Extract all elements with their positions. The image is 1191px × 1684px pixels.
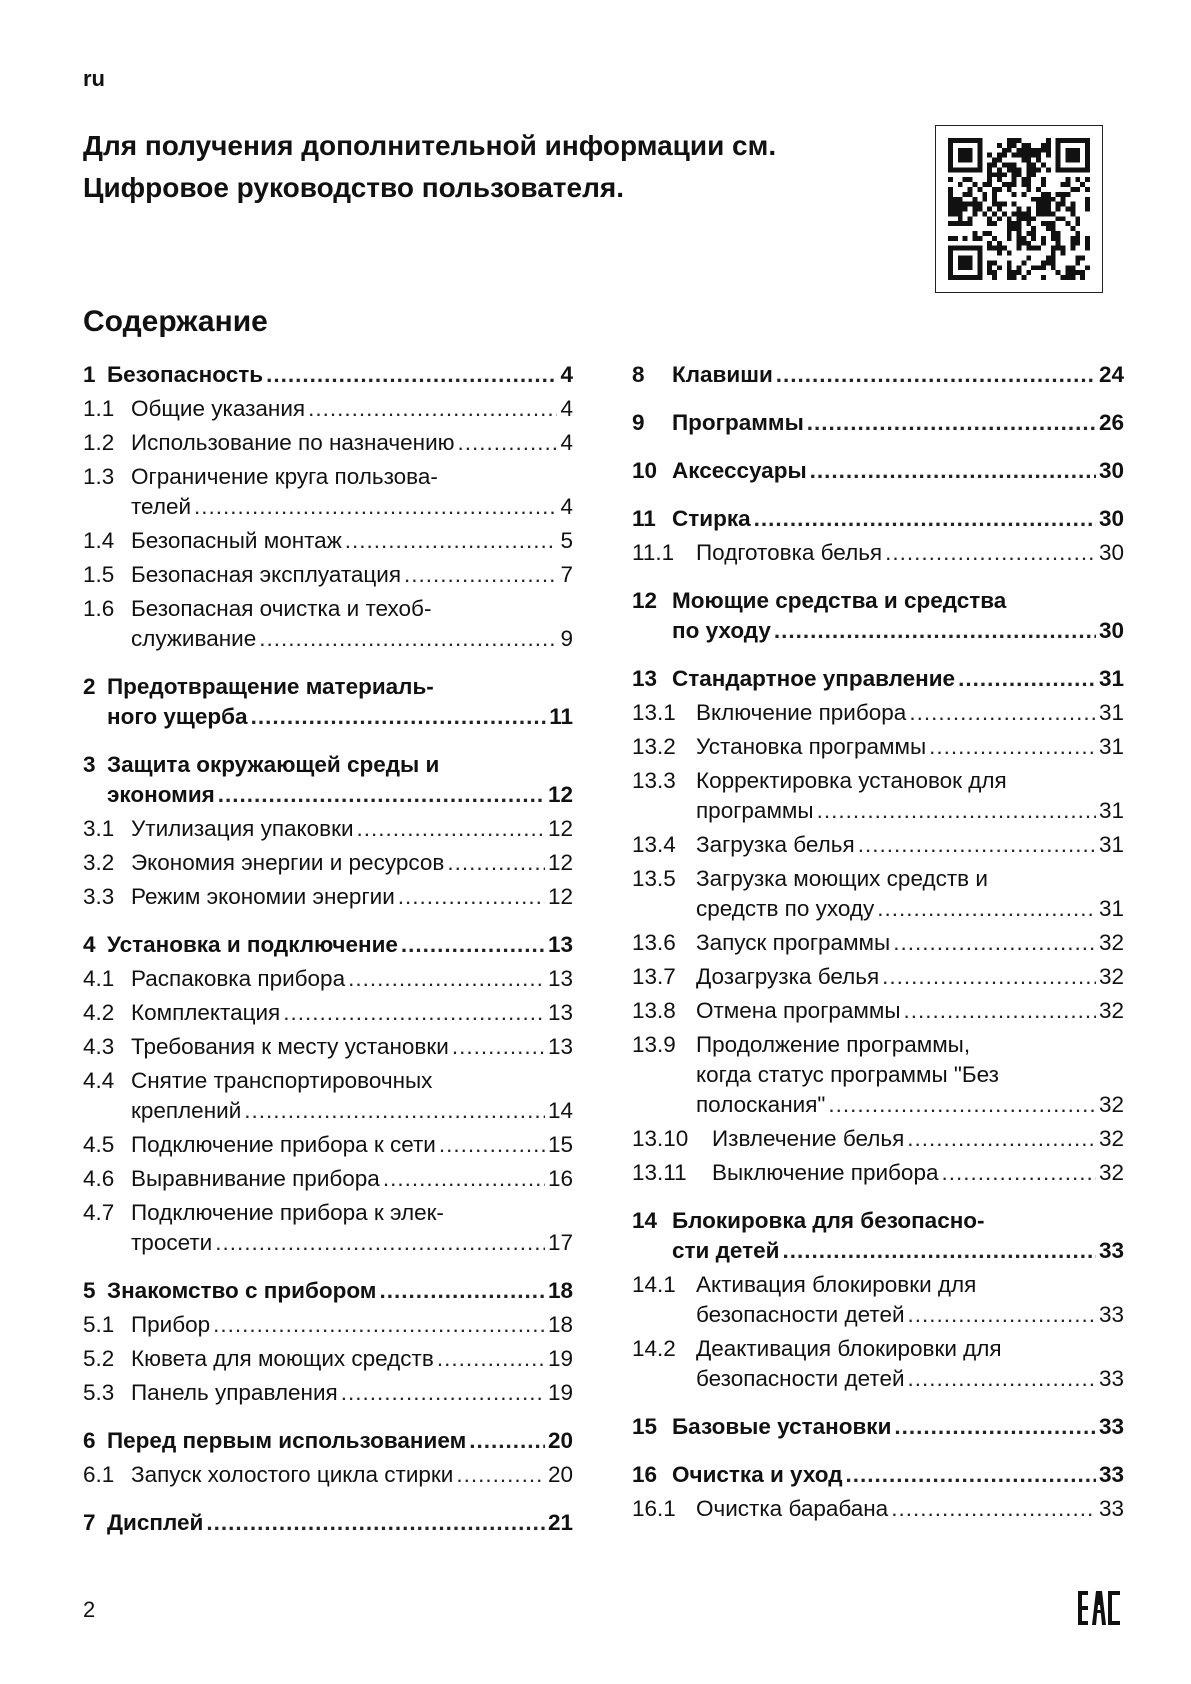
toc-entry-number: 5.2 bbox=[83, 1346, 115, 1371]
toc-entry-number: 13.5 bbox=[632, 866, 676, 891]
toc-entry-number: 4.3 bbox=[83, 1034, 115, 1059]
toc-dot-leader bbox=[215, 1228, 545, 1258]
toc-page-number: 30 bbox=[1098, 458, 1124, 483]
toc-entry-title: безопасности детей bbox=[696, 1366, 905, 1391]
toc-page-number: 33 bbox=[1098, 1238, 1124, 1263]
toc-page-number: 33 bbox=[1098, 1302, 1124, 1327]
toc-dot-leader bbox=[885, 538, 1096, 568]
toc-entry-title: тросети bbox=[131, 1230, 213, 1255]
toc-page-number: 15 bbox=[547, 1132, 573, 1157]
toc-dot-leader bbox=[439, 1130, 545, 1160]
toc-section[interactable] bbox=[83, 1378, 573, 1408]
toc-chapter[interactable] bbox=[632, 456, 1124, 486]
toc-entry-title: Безопасная очистка и техоб- bbox=[131, 596, 432, 621]
toc-entry-title: Выравнивание прибора bbox=[131, 1166, 380, 1191]
toc-chapter[interactable] bbox=[632, 664, 1124, 694]
toc-entry-title: Распаковка прибора bbox=[131, 966, 346, 991]
toc-entry-title: Безопасный монтаж bbox=[131, 528, 342, 553]
qr-code[interactable] bbox=[935, 125, 1103, 293]
toc-dot-leader bbox=[456, 1460, 545, 1490]
toc-dot-leader bbox=[251, 702, 547, 732]
toc-column-left bbox=[83, 360, 573, 1538]
toc-dot-leader bbox=[810, 456, 1096, 486]
toc-dot-leader bbox=[929, 732, 1096, 762]
toc-dot-leader bbox=[401, 930, 545, 960]
toc-entry-title: по уходу bbox=[672, 618, 771, 643]
toc-page-number: 31 bbox=[1098, 666, 1124, 691]
toc-section[interactable] bbox=[83, 428, 573, 458]
toc-section[interactable] bbox=[632, 1030, 1124, 1120]
toc-section[interactable] bbox=[83, 594, 573, 654]
toc-dot-leader bbox=[828, 1090, 1096, 1120]
toc-page-number: 33 bbox=[1098, 1414, 1124, 1439]
qr-code-icon bbox=[948, 138, 1090, 280]
toc-chapter[interactable] bbox=[83, 930, 573, 960]
toc-entry-title: Знакомство с прибором bbox=[107, 1278, 377, 1303]
toc-dot-leader bbox=[774, 616, 1096, 646]
toc-dot-leader bbox=[458, 428, 558, 458]
toc-section[interactable] bbox=[83, 1066, 573, 1126]
toc-section[interactable] bbox=[83, 1310, 573, 1340]
toc-entry-number: 4 bbox=[83, 932, 96, 957]
page-number: 2 bbox=[83, 1597, 96, 1622]
toc-entry-title: Отмена программы bbox=[696, 998, 901, 1023]
toc-page-number: 31 bbox=[1098, 832, 1124, 857]
toc-entry-title: Подготовка белья bbox=[696, 540, 883, 565]
toc-entry-number: 14.2 bbox=[632, 1336, 676, 1361]
toc-page-number: 9 bbox=[560, 626, 573, 651]
toc-dot-leader bbox=[894, 1412, 1096, 1442]
toc-entry-number: 7 bbox=[83, 1510, 96, 1535]
toc-entry-number: 1.4 bbox=[83, 528, 115, 553]
toc-page-number: 7 bbox=[560, 562, 573, 587]
toc-page-number: 33 bbox=[1098, 1496, 1124, 1521]
toc-entry-number: 1.5 bbox=[83, 562, 115, 587]
toc-page-number: 31 bbox=[1098, 798, 1124, 823]
toc-page-number: 32 bbox=[1098, 1092, 1124, 1117]
toc-entry-title: Общие указания bbox=[131, 396, 306, 421]
toc-page-number: 32 bbox=[1098, 998, 1124, 1023]
toc-entry-title: Использование по назначению bbox=[131, 430, 455, 455]
toc-entry-number: 3 bbox=[83, 752, 96, 777]
toc-entry-number: 6 bbox=[83, 1428, 96, 1453]
toc-section[interactable] bbox=[632, 732, 1124, 762]
toc-entry-number: 16 bbox=[632, 1462, 658, 1487]
language-code: ru bbox=[83, 66, 105, 91]
toc-dot-leader bbox=[259, 624, 557, 654]
toc-entry-title: Программы bbox=[672, 410, 804, 435]
toc-dot-leader bbox=[891, 1494, 1096, 1524]
toc-entry-title: Прибор bbox=[131, 1312, 211, 1337]
toc-page-number: 17 bbox=[547, 1230, 573, 1255]
toc-entry-number: 13.9 bbox=[632, 1032, 676, 1057]
toc-dot-leader bbox=[345, 526, 558, 556]
toc-page-number: 30 bbox=[1098, 506, 1124, 531]
toc-entry-title: Аксессуары bbox=[672, 458, 807, 483]
toc-entry-title: Предотвращение материаль- bbox=[107, 674, 434, 699]
toc-page-number: 16 bbox=[547, 1166, 573, 1191]
toc-entry-title: телей bbox=[131, 494, 192, 519]
toc-entry-title: Корректировка установок для bbox=[696, 768, 1007, 793]
toc-entry-number: 1.2 bbox=[83, 430, 115, 455]
toc-section[interactable] bbox=[83, 1344, 573, 1374]
toc-section[interactable] bbox=[632, 1494, 1124, 1524]
intro-line-1: Для получения дополнительной информации см. bbox=[83, 130, 777, 161]
toc-dot-leader bbox=[908, 1364, 1096, 1394]
toc-dot-leader bbox=[776, 360, 1096, 390]
toc-entry-number: 4.5 bbox=[83, 1132, 115, 1157]
toc-entry-number: 3.1 bbox=[83, 816, 115, 841]
toc-page-number: 12 bbox=[547, 782, 573, 807]
toc-entry-title: Очистка и уход bbox=[672, 1462, 843, 1487]
toc-chapter[interactable] bbox=[83, 1426, 573, 1456]
toc-page-number: 26 bbox=[1098, 410, 1124, 435]
toc-section[interactable] bbox=[83, 560, 573, 590]
toc-section[interactable] bbox=[632, 538, 1124, 568]
toc-chapter[interactable] bbox=[83, 672, 573, 732]
toc-entry-title: экономия bbox=[107, 782, 215, 807]
toc-entry-number: 5 bbox=[83, 1278, 96, 1303]
toc-entry-number: 13.8 bbox=[632, 998, 676, 1023]
toc-entry-title: средств по уходу bbox=[696, 896, 875, 921]
toc-section[interactable] bbox=[632, 928, 1124, 958]
toc-entry-title: служивание bbox=[131, 626, 257, 651]
toc-page-number: 4 bbox=[560, 430, 573, 455]
toc-page-number: 12 bbox=[547, 816, 573, 841]
toc-page-number: 32 bbox=[1098, 964, 1124, 989]
toc-entry-title: Запуск холостого цикла стирки bbox=[131, 1462, 454, 1487]
toc-dot-leader bbox=[452, 1032, 545, 1062]
toc-section[interactable] bbox=[83, 1198, 573, 1258]
toc-chapter[interactable] bbox=[83, 360, 573, 390]
toc-section[interactable] bbox=[83, 462, 573, 522]
toc-page-number: 4 bbox=[560, 362, 573, 387]
toc-section[interactable] bbox=[83, 882, 573, 912]
toc-dot-leader bbox=[341, 1378, 545, 1408]
toc-page-number: 13 bbox=[547, 1000, 573, 1025]
toc-entry-title: Кювета для моющих средств bbox=[131, 1346, 434, 1371]
toc-entry-title: Активация блокировки для bbox=[696, 1272, 977, 1297]
toc-chapter[interactable] bbox=[632, 586, 1124, 646]
toc-entry-title: Базовые установки bbox=[672, 1414, 892, 1439]
toc-section[interactable] bbox=[83, 1130, 573, 1160]
toc-entry-number: 13 bbox=[632, 666, 658, 691]
toc-entry-number: 13.1 bbox=[632, 700, 676, 725]
toc-entry-number: 13.4 bbox=[632, 832, 676, 857]
toc-dot-leader bbox=[893, 928, 1096, 958]
toc-page-number: 4 bbox=[560, 396, 573, 421]
toc-dot-leader bbox=[858, 830, 1096, 860]
toc-entry-number: 13.2 bbox=[632, 734, 676, 759]
toc-entry-title: Загрузка моющих средств и bbox=[696, 866, 988, 891]
toc-page-number: 13 bbox=[547, 932, 573, 957]
toc-entry-title: Безопасная эксплуатация bbox=[131, 562, 402, 587]
toc-entry-title: Панель управления bbox=[131, 1380, 338, 1405]
toc-entry-title: Очистка барабана bbox=[696, 1496, 889, 1521]
toc-entry-number: 11 bbox=[632, 506, 656, 531]
toc-entry-number: 6.1 bbox=[83, 1462, 115, 1487]
toc-entry-title: Дисплей bbox=[107, 1510, 204, 1535]
toc-section[interactable] bbox=[632, 1270, 1124, 1330]
toc-entry-number: 14.1 bbox=[632, 1272, 676, 1297]
toc-title: Содержание bbox=[83, 305, 268, 338]
toc-entry-number: 1.1 bbox=[83, 396, 115, 421]
toc-chapter[interactable] bbox=[632, 1412, 1124, 1442]
toc-section[interactable] bbox=[83, 998, 573, 1028]
toc-page-number: 19 bbox=[547, 1346, 573, 1371]
toc-chapter[interactable] bbox=[632, 408, 1124, 438]
toc-section[interactable] bbox=[632, 864, 1124, 924]
toc-dot-leader bbox=[206, 1508, 545, 1538]
toc-entry-number: 14 bbox=[632, 1208, 658, 1233]
toc-entry-title: когда статус программы "Без bbox=[696, 1062, 999, 1087]
toc-page-number: 20 bbox=[547, 1462, 573, 1487]
toc-entry-title: Моющие средства и средства bbox=[672, 588, 1007, 613]
toc-dot-leader bbox=[348, 964, 545, 994]
toc-entry-title: Защита окружающей среды и bbox=[107, 752, 440, 777]
toc-dot-leader bbox=[218, 780, 545, 810]
toc-dot-leader bbox=[383, 1164, 545, 1194]
toc-dot-leader bbox=[907, 1124, 1096, 1154]
toc-dot-leader bbox=[266, 360, 557, 390]
toc-page-number: 12 bbox=[547, 884, 573, 909]
toc-entry-title: Стирка bbox=[672, 506, 751, 531]
toc-entry-number: 10 bbox=[632, 458, 658, 483]
toc-entry-number: 13.7 bbox=[632, 964, 676, 989]
toc-dot-leader bbox=[357, 814, 545, 844]
toc-page-number: 12 bbox=[547, 850, 573, 875]
toc-dot-leader bbox=[909, 698, 1096, 728]
toc-page-number: 19 bbox=[547, 1380, 573, 1405]
toc-entry-number: 5.1 bbox=[83, 1312, 115, 1337]
toc-page-number: 24 bbox=[1098, 362, 1124, 387]
toc-chapter[interactable] bbox=[632, 504, 1124, 534]
toc-page-number: 21 bbox=[547, 1510, 573, 1535]
toc-section[interactable] bbox=[83, 814, 573, 844]
toc-entry-number: 3.2 bbox=[83, 850, 115, 875]
toc-section[interactable] bbox=[632, 1334, 1124, 1394]
toc-page-number: 18 bbox=[547, 1278, 573, 1303]
toc-page-number: 13 bbox=[547, 966, 573, 991]
toc-chapter[interactable] bbox=[632, 1460, 1124, 1490]
toc-dot-leader bbox=[447, 848, 545, 878]
toc-entry-number: 13.6 bbox=[632, 930, 676, 955]
toc-entry-number: 2 bbox=[83, 674, 96, 699]
toc-page-number: 33 bbox=[1098, 1366, 1124, 1391]
toc-entry-number: 1.6 bbox=[83, 596, 115, 621]
toc-chapter[interactable] bbox=[632, 360, 1124, 390]
toc-dot-leader bbox=[941, 1158, 1095, 1188]
toc-entry-title: Режим экономии энергии bbox=[131, 884, 395, 909]
toc-entry-title: полоскания" bbox=[696, 1092, 826, 1117]
toc-entry-number: 4.1 bbox=[83, 966, 115, 991]
intro-heading bbox=[83, 125, 883, 209]
toc-section[interactable] bbox=[83, 1032, 573, 1062]
toc-section[interactable] bbox=[632, 1124, 1124, 1154]
toc-dot-leader bbox=[283, 998, 545, 1028]
toc-entry-title: Клавиши bbox=[672, 362, 773, 387]
intro-line-2: Цифровое руководство пользователя. bbox=[83, 172, 624, 203]
toc-dot-leader bbox=[882, 962, 1096, 992]
toc-entry-number: 13.11 bbox=[632, 1160, 687, 1185]
toc-entry-title: Продолжение программы, bbox=[696, 1032, 971, 1057]
toc-entry-number: 12 bbox=[632, 588, 658, 613]
toc-chapter[interactable] bbox=[632, 1206, 1124, 1266]
toc-section[interactable] bbox=[632, 962, 1124, 992]
toc-entry-title: Запуск программы bbox=[696, 930, 891, 955]
toc-entry-number: 8 bbox=[632, 362, 645, 387]
toc-entry-title: Подключение прибора к сети bbox=[131, 1132, 436, 1157]
toc-page-number: 14 bbox=[547, 1098, 573, 1123]
toc-entry-title: Загрузка белья bbox=[696, 832, 855, 857]
toc-chapter[interactable] bbox=[83, 1276, 573, 1306]
toc-page-number: 32 bbox=[1098, 1126, 1124, 1151]
toc-dot-leader bbox=[807, 408, 1096, 438]
toc-dot-leader bbox=[904, 996, 1096, 1026]
toc-entry-number: 4.4 bbox=[83, 1068, 115, 1093]
toc-entry-title: Подключение прибора к элек- bbox=[131, 1200, 444, 1225]
toc-entry-title: ного ущерба bbox=[107, 704, 248, 729]
toc-entry-number: 13.3 bbox=[632, 768, 676, 793]
toc-entry-title: Установка программы bbox=[696, 734, 927, 759]
toc-entry-title: креплений bbox=[131, 1098, 242, 1123]
toc-chapter[interactable] bbox=[83, 1508, 573, 1538]
toc-entry-number: 4.6 bbox=[83, 1166, 115, 1191]
toc-entry-title: Установка и подключение bbox=[107, 932, 398, 957]
toc-page-number: 30 bbox=[1098, 618, 1124, 643]
toc-entry-number: 3.3 bbox=[83, 884, 115, 909]
toc-section[interactable] bbox=[632, 996, 1124, 1026]
toc-entry-number: 5.3 bbox=[83, 1380, 115, 1405]
toc-page-number: 31 bbox=[1098, 896, 1124, 921]
toc-page-number: 32 bbox=[1098, 930, 1124, 955]
toc-section[interactable] bbox=[83, 526, 573, 556]
toc-entry-title: Перед первым использованием bbox=[107, 1428, 467, 1453]
toc-entry-title: Безопасность bbox=[107, 362, 264, 387]
toc-page-number: 18 bbox=[547, 1312, 573, 1337]
toc-entry-title: Блокировка для безопасно- bbox=[672, 1208, 985, 1233]
toc-entry-number: 4.7 bbox=[83, 1200, 115, 1225]
toc-entry-number: 13.10 bbox=[632, 1126, 689, 1151]
toc-page-number: 31 bbox=[1098, 700, 1124, 725]
toc-entry-title: Стандартное управление bbox=[672, 666, 956, 691]
toc-page-number: 4 bbox=[560, 494, 573, 519]
toc-entry-title: сти детей bbox=[672, 1238, 780, 1263]
toc-dot-leader bbox=[754, 504, 1096, 534]
toc-entry-title: Включение прибора bbox=[696, 700, 907, 725]
toc-section[interactable] bbox=[632, 1158, 1124, 1188]
toc-entry-number: 11.1 bbox=[632, 540, 675, 565]
toc-entry-number: 1.3 bbox=[83, 464, 115, 489]
toc-section[interactable] bbox=[632, 698, 1124, 728]
toc-section[interactable] bbox=[632, 830, 1124, 860]
toc-entry-title: Экономия энергии и ресурсов bbox=[131, 850, 445, 875]
toc-page-number: 30 bbox=[1098, 540, 1124, 565]
toc-dot-leader bbox=[404, 560, 557, 590]
toc-dot-leader bbox=[437, 1344, 545, 1374]
toc-dot-leader bbox=[817, 796, 1096, 826]
toc-section[interactable] bbox=[83, 1164, 573, 1194]
toc-dot-leader bbox=[469, 1426, 545, 1456]
toc-section[interactable] bbox=[83, 1460, 573, 1490]
toc-entry-title: Выключение прибора bbox=[712, 1160, 939, 1185]
toc-page-number: 5 bbox=[560, 528, 573, 553]
toc-page-number: 13 bbox=[547, 1034, 573, 1059]
toc-entry-number: 4.2 bbox=[83, 1000, 115, 1025]
toc-column-right bbox=[632, 360, 1124, 1524]
toc-entry-title: Требования к месту установки bbox=[131, 1034, 449, 1059]
toc-page-number: 33 bbox=[1098, 1462, 1124, 1487]
toc-section[interactable] bbox=[83, 848, 573, 878]
toc-dot-leader bbox=[877, 894, 1096, 924]
toc-dot-leader bbox=[244, 1096, 545, 1126]
toc-entry-number: 15 bbox=[632, 1414, 658, 1439]
toc-section[interactable] bbox=[83, 964, 573, 994]
toc-dot-leader bbox=[958, 664, 1096, 694]
toc-dot-leader bbox=[398, 882, 545, 912]
toc-dot-leader bbox=[308, 394, 557, 424]
toc-section[interactable] bbox=[632, 766, 1124, 826]
toc-entry-number: 9 bbox=[632, 410, 645, 435]
toc-dot-leader bbox=[379, 1276, 545, 1306]
toc-page-number: 31 bbox=[1098, 734, 1124, 759]
toc-entry-number: 1 bbox=[83, 362, 96, 387]
toc-dot-leader bbox=[846, 1460, 1096, 1490]
toc-entry-title: программы bbox=[696, 798, 814, 823]
toc-page-number: 20 bbox=[547, 1428, 573, 1453]
toc-dot-leader bbox=[908, 1300, 1096, 1330]
toc-entry-title: Комплектация bbox=[131, 1000, 281, 1025]
toc-chapter[interactable] bbox=[83, 750, 573, 810]
toc-entry-title: Дозагрузка белья bbox=[696, 964, 880, 989]
toc-entry-title: Снятие транспортировочных bbox=[131, 1068, 433, 1093]
toc-page-number: 11 bbox=[549, 704, 573, 729]
toc-entry-title: Ограничение круга пользова- bbox=[131, 464, 438, 489]
toc-dot-leader bbox=[213, 1310, 545, 1340]
toc-page-number: 32 bbox=[1098, 1160, 1124, 1185]
toc-dot-leader bbox=[194, 492, 557, 522]
eac-mark-icon bbox=[1078, 1591, 1120, 1625]
toc-entry-title: Извлечение белья bbox=[712, 1126, 905, 1151]
toc-section[interactable] bbox=[83, 394, 573, 424]
toc-entry-number: 16.1 bbox=[632, 1496, 676, 1521]
toc-entry-title: Деактивация блокировки для bbox=[696, 1336, 1002, 1361]
toc-entry-title: Утилизация упаковки bbox=[131, 816, 354, 841]
toc-entry-title: безопасности детей bbox=[696, 1302, 905, 1327]
toc-dot-leader bbox=[782, 1236, 1095, 1266]
